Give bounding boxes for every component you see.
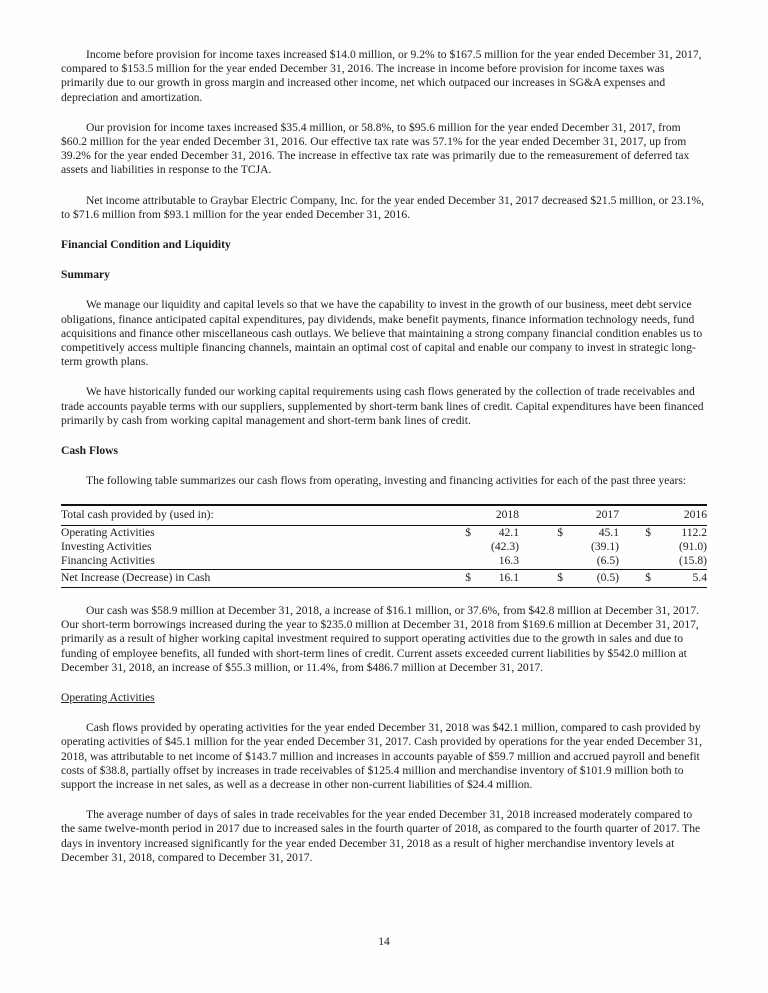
page-number: 14: [378, 935, 390, 948]
currency-symbol: $: [465, 525, 471, 539]
paragraph-cash-balance: Our cash was $58.9 million at December 31, 2018, a increase of $16.1 million, or 37.6%, from $42.8 million at December 31, 2017. Our short-term borrowings increased during the year to $235.0 million at December 31, 2018 from $169.6 million at December 31, 2017, primarily as a result of higher working capital investment required to support operating activities due to the growth in sales and due to funding of employee benefits, all funded with short-term lines of credit. Current assets exceeded current liabilities by $542.0 million at December 31, 2018, an increase of $55.3 million, or 11.4%, from $486.7 million at December 31, 2017.: [61, 603, 700, 674]
table-header-row: [61, 505, 707, 525]
value-2018: 16.1: [498, 570, 519, 584]
table-header-spacer: [519, 505, 563, 525]
value-2017: 45.1: [598, 525, 619, 539]
heading-cash-flows: Cash Flows: [61, 444, 119, 458]
currency-symbol: [619, 554, 651, 569]
table-row-investing-activities: [61, 540, 707, 554]
table-row-net-increase-decrease: [61, 569, 707, 587]
currency-symbol: $: [557, 570, 563, 584]
value-2017: (0.5): [596, 570, 619, 584]
currency-symbol: [619, 540, 651, 554]
table-header-spacer: [619, 505, 651, 525]
currency-symbol: $: [557, 525, 563, 539]
value-2018: (42.3): [490, 540, 519, 554]
table-header-year-2017: 2017: [595, 508, 619, 522]
paragraph-provision-income-taxes: Our provision for income taxes increased $35.4 million, or 58.8%, to $95.6 million for the year ended December 31, 2017, from $60.2 million for the year ended December 31, 2016. Our effective tax rate was 57.1% for the year ended December 31, 2017, up from 39.2% for the year ended December 31, 2016. The increase in effective tax rate was primarily due to the remeasurement of deferred tax assets and liabilities in response to the TCJA.: [61, 120, 690, 177]
row-label: Financing Activities: [61, 554, 155, 568]
heading-summary: Summary: [61, 268, 110, 282]
table-header-year-2018: 2018: [495, 508, 519, 522]
row-label: Net Increase (Decrease) in Cash: [61, 570, 211, 584]
value-2016: (91.0): [678, 540, 707, 554]
value-2016: 5.4: [692, 570, 707, 584]
table-row-operating-activities: [61, 525, 707, 540]
heading-operating-activities: Operating Activities: [61, 690, 155, 704]
cash-flows-table: [61, 504, 707, 587]
paragraph-liquidity-management: We manage our liquidity and capital levels so that we have the capability to invest in the growth of our business, meet debt service obligations, finance anticipated capital expenditures, pay dividends, make benefit payments, finance information technology needs, fund acquisitions and finance other miscellaneous cash outlays. We believe that maintaining a strong company financial condition enables us to competitively access multiple financing channels, maintain an optimal cost of capital and enable our company to invest in strategic long-term growth plans.: [61, 298, 703, 369]
currency-symbol: [455, 554, 471, 569]
currency-symbol: [519, 540, 563, 554]
currency-symbol: [455, 540, 471, 554]
currency-symbol: [519, 554, 563, 569]
currency-symbol: $: [465, 570, 471, 584]
heading-financial-condition-and-liquidity: Financial Condition and Liquidity: [61, 238, 231, 252]
value-2017: (39.1): [590, 540, 619, 554]
value-2016: 112.2: [681, 525, 707, 539]
value-2018: 16.3: [498, 554, 519, 568]
value-2016: (15.8): [678, 554, 707, 568]
row-label: Investing Activities: [61, 540, 152, 554]
paragraph-working-capital-funding: We have historically funded our working capital requirements using cash flows generated by the collection of trade receivables and trade accounts payable terms with our suppliers, supplemented by short-term bank lines of credit. Capital expenditures have been financed primarily by cash from working capital management and short-term bank lines of credit.: [61, 385, 704, 427]
table-header-label: Total cash provided by (used in):: [61, 508, 214, 522]
currency-symbol: $: [645, 525, 651, 539]
table-header-year-2016: 2016: [683, 508, 707, 522]
value-2017: (6.5): [596, 554, 619, 568]
paragraph-net-income: Net income attributable to Graybar Electric Company, Inc. for the year ended December 31, 2017 decreased $21.5 million, or 23.1%, to $71.6 million from $93.1 million for the year ended December 31, 2016.: [61, 193, 705, 221]
value-2018: 42.1: [498, 525, 519, 539]
paragraph-table-intro: The following table summarizes our cash flows from operating, investing and financing activities for each of the past three years:: [86, 474, 687, 488]
table-header-spacer: [455, 505, 471, 525]
currency-symbol: $: [645, 570, 651, 584]
paragraph-income-before-taxes: Income before provision for income taxes increased $14.0 million, or 9.2% to $167.5 million for the year ended December 31, 2017, compared to $153.5 million for the year ended December 31, 2016. The increase in income before provision for income taxes was primarily due to our growth in gross margin and increased other income, net which outpaced our increases in SG&A expenses and depreciation and amortization.: [61, 48, 702, 104]
row-label: Operating Activities: [61, 525, 155, 539]
paragraph-operating-cash-flows: Cash flows provided by operating activities for the year ended December 31, 2018 was $42.1 million, compared to cash provided by operating activities of $45.1 million for the year ended December 31, 2017. Cash provided by operations for the year ended December 31, 2018, was attributable to net income of $143.7 million and increases in accounts payable of $59.7 million and accrued payroll and benefit costs of $38.8, partially offset by increases in trade receivables of $125.4 million and merchandise inventory of $101.9 million both to support the increase in net sales, as well as a decrease in other non-current liabilities of $24.4 million.: [61, 721, 702, 791]
document-content: [61, 48, 707, 881]
paragraph-days-sales-receivables: The average number of days of sales in trade receivables for the year ended December 31, 2018 increased moderately compared to the same twelve-month period in 2017 due to increased sales in the fourth quarter of 2018, as compared to the fourth quarter of 2017. The days in inventory increased significantly for the year ended December 31, 2018 as a result of higher merchandise inventory levels at December 31, 2018, compared to December 31, 2017.: [61, 808, 701, 864]
table-row-financing-activities: [61, 554, 707, 569]
